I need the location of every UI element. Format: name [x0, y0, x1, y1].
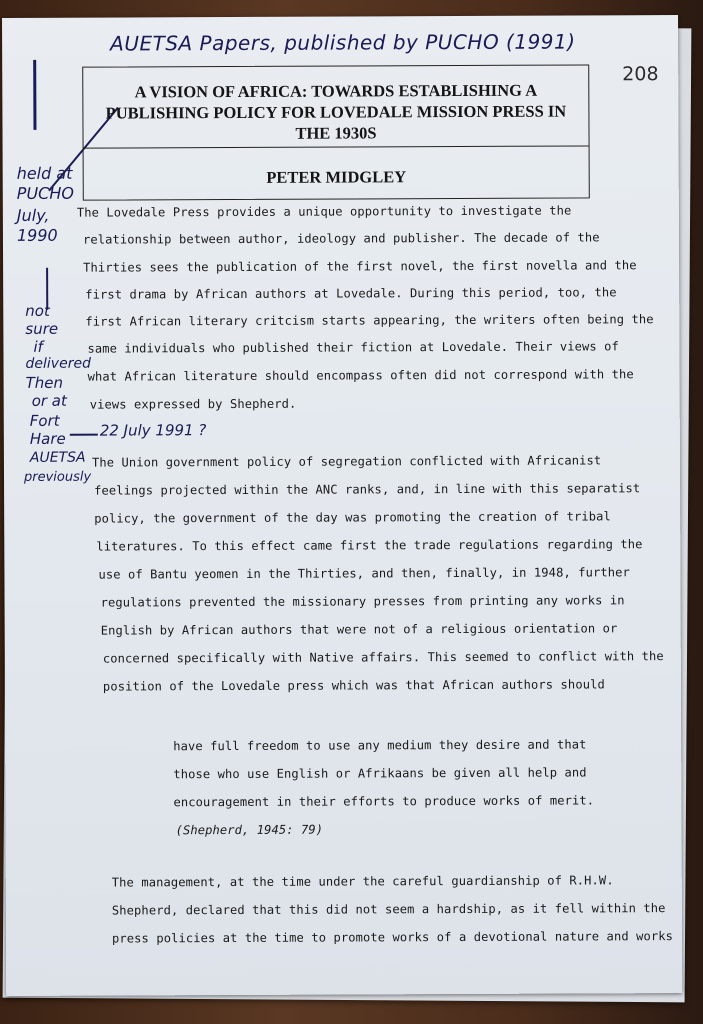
text-line: press policies at the time to promote works of a devotional nature and works	[111, 929, 674, 946]
title-line: THE 1930S	[295, 123, 377, 143]
margin-note: held at	[16, 163, 73, 183]
text-line: views expressed by Shepherd.	[89, 396, 297, 412]
text-line: The Union government policy of segregation conflicted with Africanist	[91, 453, 602, 470]
document-title	[89, 79, 582, 144]
quote-line: those who use English or Afrikaans be given all help and	[173, 765, 587, 782]
text-line: Shepherd, declared that this did not seem a hardship, as it fell within the	[111, 901, 666, 918]
margin-note: delivered	[25, 355, 91, 372]
margin-note: 1990	[16, 225, 58, 245]
text-line: first drama by African authors at Lovedale. During this period, too, the	[85, 285, 617, 302]
text-line: same individuals who published their fiction at Lovedale. Their views of	[87, 339, 619, 356]
margin-note: Hare	[29, 429, 66, 448]
text-line: relationship between author, ideology and publisher. The decade of the	[82, 230, 600, 247]
text-line: literatures. To this effect came first the trade regulations regarding the	[96, 537, 643, 554]
header-handwritten-note: AUETSA Papers, published by PUCHO (1991)	[110, 29, 576, 56]
margin-vertical-stroke	[33, 60, 36, 130]
margin-date-note: 22 July 1991 ?	[99, 421, 207, 440]
text-line: concerned specifically with Native affairs. This seemed to conflict with the	[102, 649, 664, 666]
text-line: position of the Lovedale press which was that African authors should	[102, 677, 605, 694]
title-divider	[84, 145, 589, 148]
margin-note: Fort	[29, 411, 60, 430]
margin-dash	[70, 434, 98, 436]
title-box	[82, 64, 590, 200]
margin-note: if	[33, 337, 43, 356]
text-line: what African literature should encompass often did not correspond with the	[87, 367, 634, 384]
text-line: regulations prevented the missionary presses from printing any works in	[100, 593, 625, 610]
text-line: The Lovedale Press provides a unique opportunity to investigate the	[76, 203, 572, 220]
text-line: Thirties sees the publication of the first novel, the first novella and the	[83, 258, 637, 275]
text-line: English by African authors that were not of a religious orientation or	[100, 621, 618, 638]
text-line: The management, at the time under the careful guardianship of R.H.W.	[111, 873, 614, 890]
text-line: first African literary critcism starts appearing, the writers often being the	[85, 312, 654, 329]
margin-note: previously	[23, 469, 92, 485]
page-number: 208	[622, 63, 659, 86]
margin-note: not	[25, 301, 50, 320]
margin-note: PUCHO	[16, 183, 74, 203]
document-page	[2, 15, 682, 996]
margin-note: July,	[16, 205, 50, 225]
quote-citation: (Shepherd, 1945: 79)	[175, 822, 324, 838]
quote-line: encouragement in their efforts to produce works of merit.	[173, 793, 595, 810]
text-line: feelings projected within the ANC ranks, and, in line with this separatist	[94, 481, 641, 498]
margin-note: AUETSA	[29, 449, 86, 466]
text-line: use of Bantu yeomen in the Thirties, and then, finally, in 1948, further	[98, 565, 630, 582]
margin-note: or at	[31, 391, 67, 410]
author-name: PETER MIDGLEY	[266, 167, 407, 187]
margin-note: Then	[25, 373, 64, 392]
title-line: PUBLISHING POLICY FOR LOVEDALE MISSION PRESS IN	[105, 101, 567, 123]
quote-line: have full freedom to use any medium they desire and that	[173, 737, 587, 754]
text-line: policy, the government of the day was promoting the creation of tribal	[94, 509, 611, 526]
margin-note: sure	[25, 319, 59, 338]
title-line: A VISION OF AFRICA: TOWARDS ESTABLISHING A	[134, 80, 538, 102]
